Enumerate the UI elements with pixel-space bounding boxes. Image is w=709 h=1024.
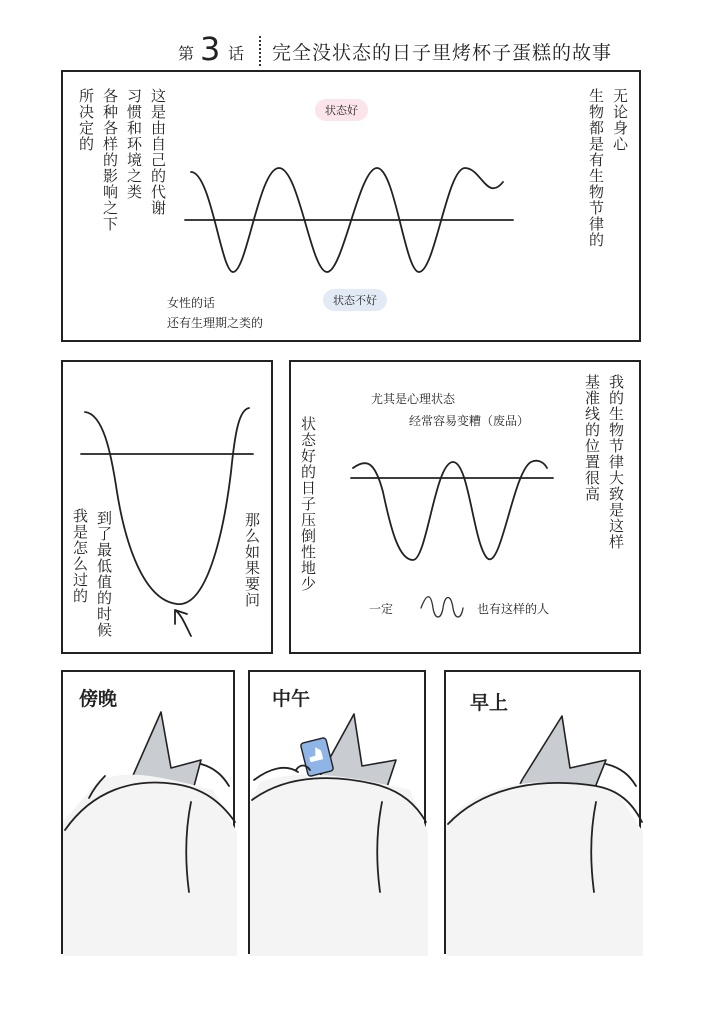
panel-evening [61,670,235,954]
panel-my-biorhythm [289,360,641,654]
panel3-left-text: 状态好的日子压倒性地少 [299,416,317,592]
panel-biorhythm-intro [61,70,641,342]
blanket-shade [250,775,428,956]
panel1-left-text-4: 所决定的 [77,88,95,152]
panel2-text-1: 那么如果要问 [243,512,261,608]
panel-lowest-point [61,360,273,654]
noon-cat-drawing [250,672,428,956]
panel1-right-text-1: 无论身心 [611,88,629,152]
pillow-line [606,764,636,786]
header-divider [259,36,261,66]
note-women: 女性的话 [167,296,216,310]
bottom-left-note: 一定 [369,602,394,616]
panel-noon [248,670,426,954]
evening-cat-drawing [63,672,237,956]
note-often-bad: 经常容易变糟（废品） [409,414,530,428]
chapter-suffix: 话 [228,44,245,63]
bottom-right-note: 也有这样的人 [477,602,550,616]
pill-bad-state: 状态不好 [323,289,387,311]
note-period: 还有生理期之类的 [167,316,264,330]
panel1-left-text-2: 习惯和环境之类 [125,88,143,200]
panel2-text-2: 到了最低值的时候 [95,510,113,638]
label-morning: 早上 [470,692,509,714]
panel1-left-text-3: 各种各样的影响之下 [101,88,119,232]
blanket-shade [63,775,237,956]
panel3-right-text-2: 基准线的位置很高 [583,374,601,502]
pill-good-state: 状态好 [315,99,368,121]
panel1-right-text-2: 生物都是有生物节律的 [587,88,605,248]
morning-cat-drawing [446,672,643,956]
blanket-shade [446,782,643,956]
label-noon: 中午 [272,688,311,710]
label-evening: 傍晚 [79,688,118,710]
chapter-title: 完全没状态的日子里烤杯子蛋糕的故事 [272,42,613,64]
panel1-left-text-1: 这是由自己的代谢 [149,88,167,216]
panel3-wave-drawing [291,362,643,656]
panel-morning [444,670,641,954]
small-wave-icon [421,597,463,617]
panel2-text-3: 我是怎么过的 [71,508,89,604]
chapter-header [170,32,690,72]
pillow-line [201,764,229,786]
note-mental-state: 尤其是心理状态 [371,392,456,406]
chapter-number: 3 [200,30,221,68]
panel3-right-text-1: 我的生物节律大致是这样 [607,374,625,550]
biorhythm-wave-high-baseline [353,461,547,560]
pointer-arrow [175,610,191,636]
panel1-wave-drawing [63,72,643,344]
chapter-prefix: 第 [178,44,195,63]
